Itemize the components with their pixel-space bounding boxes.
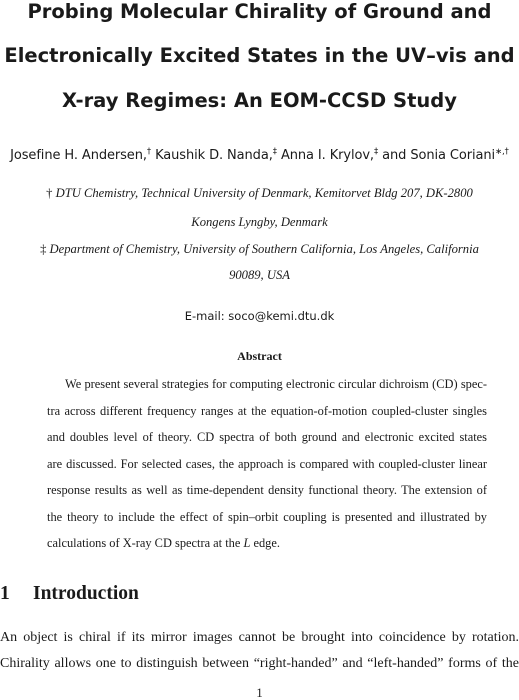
page-number: 1 — [256, 685, 263, 700]
intro-paragraph-line: An object is chiral if its mirror images cannot be brought into coincidence by rotation. — [0, 630, 519, 645]
paper-title-line-2: Electronically Excited States in the UV–vis and — [4, 44, 515, 67]
paper-title-line-3: X-ray Regimes: An EOM-CCSD Study — [62, 89, 457, 112]
author-name: Anna I. Krylov, — [280, 148, 374, 163]
abstract-line: and doubles level of theory. CD spectra of both ground and electronic excited states — [47, 430, 487, 444]
author-affiliation-mark: ‡ — [272, 147, 277, 157]
abstract-line: We present several strategies for computing electronic circular dichroism (CD) spec- — [65, 377, 487, 391]
author-affiliation-mark: ∗,† — [495, 147, 509, 157]
double-dagger-mark: ‡ — [40, 242, 47, 256]
author-name: and Sonia Coriani — [382, 148, 496, 163]
corresponding-email: E-mail: soco@kemi.dtu.dk — [184, 309, 335, 323]
abstract-line: response results as well as time-dependent density functional theory. The extension of — [47, 483, 487, 497]
abstract-line: tra across different frequency ranges at the equation-of-motion coupled-cluster singles — [47, 404, 487, 418]
abstract-line: are discussed. For selected cases, the approach is compared with coupled-cluster linear — [47, 457, 487, 471]
affiliation-dtu — [0, 186, 519, 200]
author-list — [0, 148, 519, 164]
section-number: 1 — [0, 583, 10, 604]
affiliation-usc — [0, 242, 519, 256]
author-affiliation-mark: † — [146, 147, 152, 157]
affiliation-dtu-line-1: DTU Chemistry, Technical University of Denmark, Kemitorvet Bldg 207, DK-2800 — [55, 186, 473, 200]
abstract-l-edge-symbol: L — [243, 536, 251, 550]
abstract-last-line-prefix: calculations of X-ray CD spectra at the — [47, 536, 244, 550]
dagger-mark: † — [46, 186, 53, 200]
section-title: Introduction — [33, 583, 139, 604]
affiliation-dtu-line-2: Kongens Lyngby, Denmark — [191, 215, 328, 229]
author-affiliation-mark: ‡ — [373, 147, 379, 157]
author-name: Josefine H. Andersen, — [10, 148, 147, 163]
affiliation-usc-line-2: 90089, USA — [229, 268, 290, 282]
abstract-line: the theory to include the effect of spin–orbit coupling is presented and illustrated by — [47, 510, 487, 524]
intro-paragraph-line: Chirality allows one to distinguish between “right-handed” and “left-handed” forms of the — [0, 656, 519, 671]
abstract-last-line-suffix: edge. — [250, 536, 280, 550]
paper-title-line-1: Probing Molecular Chirality of Ground and — [27, 0, 492, 23]
affiliation-usc-line-1: Department of Chemistry, University of Southern California, Los Angeles, California — [49, 242, 479, 256]
author-name: Kaushik D. Nanda, — [155, 148, 273, 163]
abstract-heading: Abstract — [237, 349, 282, 363]
abstract-last-line — [47, 536, 487, 550]
